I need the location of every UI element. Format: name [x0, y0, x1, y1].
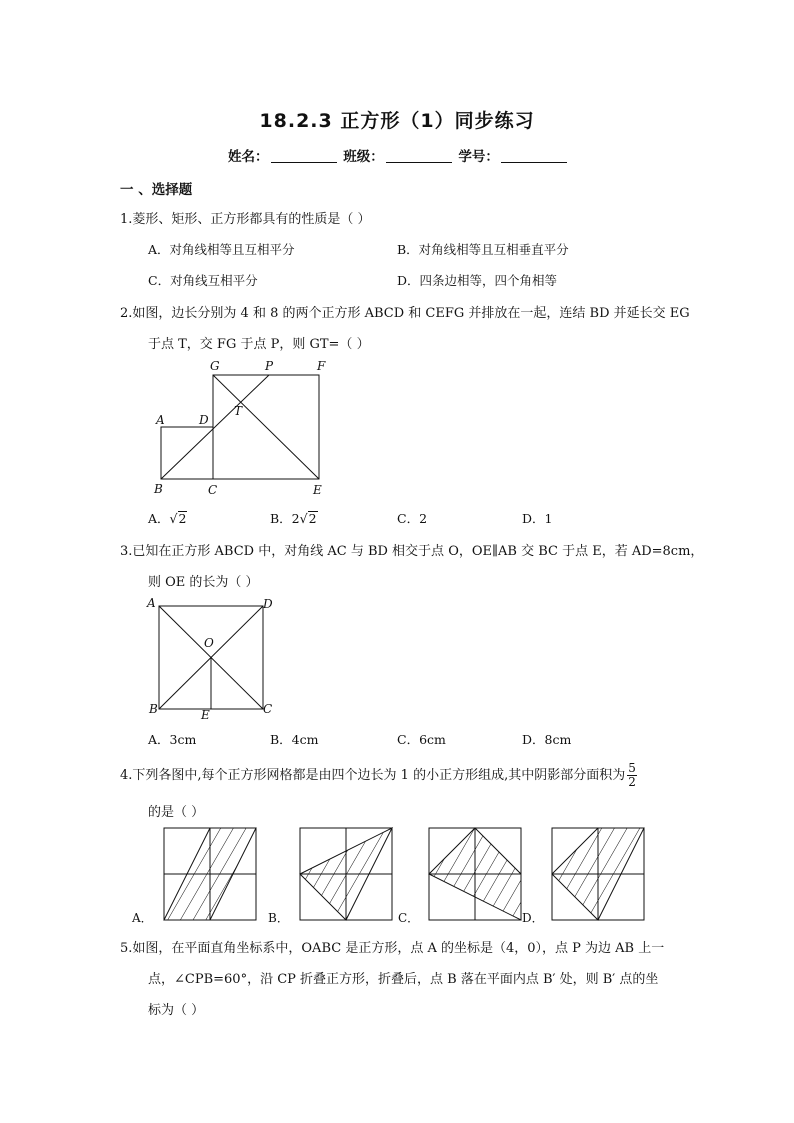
- label-a: A: [147, 596, 156, 610]
- option-a-prefix: A．: [148, 511, 170, 526]
- label-d: D: [263, 597, 273, 611]
- question-2-option-d: D．1: [522, 511, 553, 526]
- label-t: T: [234, 404, 243, 418]
- question-2-stem-line-2: 于点 T，交 FG 于点 P，则 GT=（ ）: [148, 337, 370, 352]
- label-g: G: [210, 359, 220, 373]
- question-2-stem-line-1: 2.如图，边长分别为 4 和 8 的两个正方形 ABCD 和 CEFG 并排放在一起，连结 BD 并延长交 EG: [120, 306, 690, 321]
- label-c: C: [263, 702, 273, 716]
- question-4-stem-line-2: 的是（ ）: [148, 805, 205, 820]
- sqrt-sign: √: [169, 511, 178, 526]
- question-4-stem-text: 4.下列各图中,每个正方形网格都是由四个边长为 1 的小正方形组成,其中阴影部分面积为: [120, 768, 626, 783]
- option-b-radicand: 2: [308, 511, 317, 526]
- figure-c-label: C．: [398, 911, 420, 925]
- line-ge: [213, 375, 319, 479]
- label-o: O: [204, 636, 214, 650]
- question-3-option-c: C．6cm: [397, 732, 446, 747]
- class-label: 班级：: [343, 149, 384, 165]
- figure-d: [552, 828, 644, 920]
- question-1-option-d: D．四条边相等，四个角相等: [397, 273, 558, 288]
- name-blank: [271, 150, 337, 163]
- question-2-figure: [148, 355, 348, 500]
- fraction-numerator: 5: [628, 761, 636, 775]
- student-info-line: [228, 145, 569, 165]
- number-label: 学号：: [458, 149, 499, 165]
- figure-d-label: D．: [522, 911, 544, 925]
- class-blank: [386, 150, 452, 163]
- question-3-stem-line-1: 3.已知在正方形 ABCD 中，对角线 AC 与 BD 相交于点 O，OE∥AB 交 BC 于点 E，若 AD=8cm，: [120, 544, 704, 559]
- label-e: E: [313, 483, 322, 497]
- sqrt-sign: √: [299, 511, 308, 526]
- option-a-radicand: 2: [178, 511, 187, 526]
- question-3-figure: [145, 595, 280, 725]
- question-1-option-c: C．对角线互相平分: [148, 273, 258, 288]
- question-4-figures: [120, 826, 680, 926]
- figure-c: [429, 828, 521, 920]
- question-3-option-d: D．8cm: [522, 732, 572, 747]
- question-2-option-a: [148, 509, 187, 527]
- question-1-stem: 1.菱形、矩形、正方形都具有的性质是（ ）: [120, 212, 371, 227]
- label-e: E: [201, 708, 210, 722]
- section-heading: 一 、选择题: [120, 182, 193, 198]
- label-c: C: [208, 483, 218, 497]
- option-b-prefix: B．2: [270, 511, 300, 526]
- question-5-stem-line-3: 标为（ ）: [148, 1003, 205, 1018]
- name-label: 姓名：: [228, 149, 269, 165]
- number-blank: [501, 150, 567, 163]
- question-3-option-a: A．3cm: [148, 732, 197, 747]
- figure-a-label: A．: [132, 911, 153, 925]
- question-1-option-a: A．对角线相等且互相平分: [148, 242, 295, 257]
- question-3-stem-line-2: 则 OE 的长为（ ）: [148, 575, 259, 590]
- question-3-option-b: B．4cm: [270, 732, 319, 747]
- question-5-stem-line-2: 点，∠CPB=60°，沿 CP 折叠正方形，折叠后，点 B 落在平面内点 B′ 处，则 B′ 点的坐: [148, 972, 659, 987]
- label-b: B: [149, 702, 158, 716]
- fraction-denominator: 2: [628, 775, 636, 789]
- page-title: 18.2.3 正方形（1）同步练习: [259, 110, 535, 132]
- fraction-five-halves: [627, 762, 637, 789]
- label-d: D: [199, 413, 209, 427]
- label-a: A: [156, 413, 165, 427]
- question-2-option-b: [270, 509, 318, 527]
- question-5-stem-line-1: 5.如图，在平面直角坐标系中，OABC 是正方形，点 A 的坐标是（4，0），点 P 为边 AB 上一: [120, 941, 665, 956]
- label-f: F: [317, 359, 326, 373]
- figure-a: [164, 828, 256, 920]
- label-b: B: [154, 482, 163, 496]
- question-1-option-b: B．对角线相等且互相垂直平分: [397, 242, 569, 257]
- label-p: P: [265, 359, 274, 373]
- question-4-stem-line-1: [120, 762, 637, 789]
- figure-b-label: B．: [268, 911, 289, 925]
- figure-b: [300, 828, 392, 920]
- question-2-option-c: C．2: [397, 511, 428, 526]
